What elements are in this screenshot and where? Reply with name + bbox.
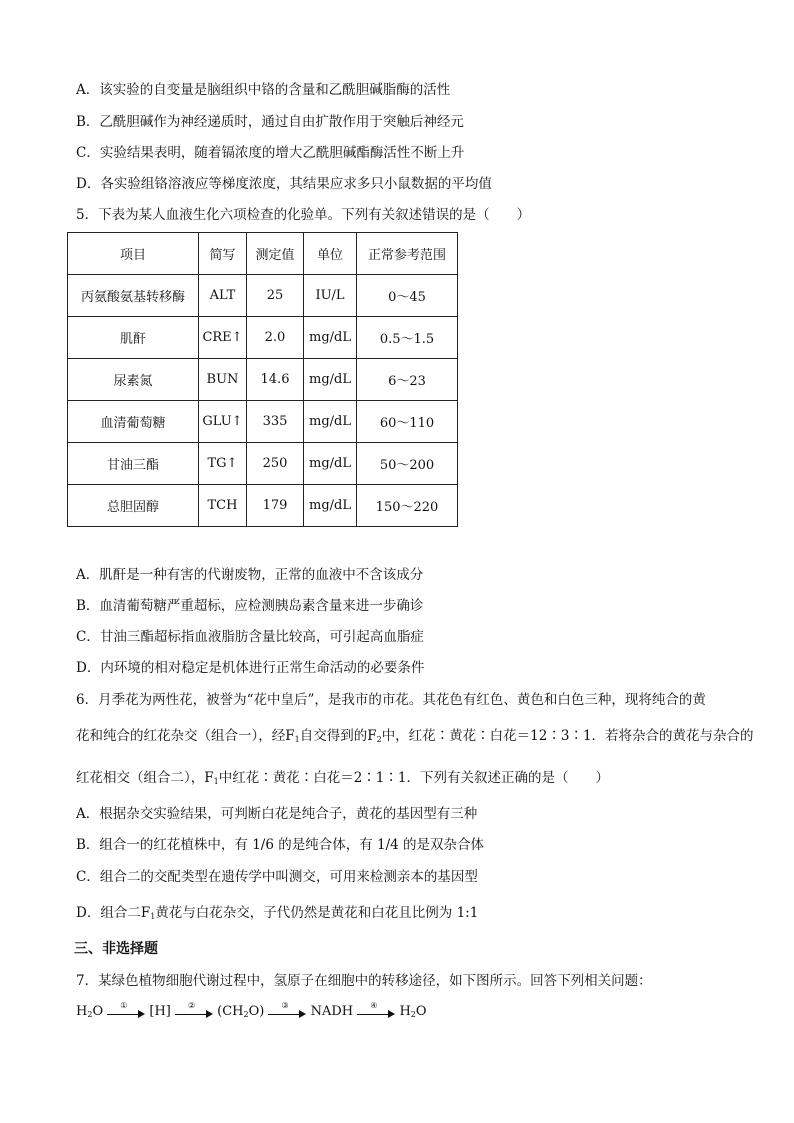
hydrogen-h: [H] (149, 1004, 171, 1019)
carbohydrate: $(CH_2O)$ (217, 1004, 265, 1019)
q5-option-b: B．血清葡萄糖严重超标，应检测胰岛素含量来进一步确诊 (76, 598, 424, 614)
q6-option-b: B．组合一的红花植株中，有 1/6 的是纯合体，有 1/4 的是双杂合体 (76, 837, 485, 853)
table-row (68, 401, 458, 443)
cell-range: 50～200 (357, 443, 458, 485)
q6-option-d (76, 903, 478, 927)
arrow-step-4: ④ (357, 1005, 395, 1019)
cell-unit: IU/L (304, 275, 357, 317)
header-item: 项目 (68, 233, 199, 275)
cell-item: 肌酐 (68, 317, 199, 359)
table-row (68, 359, 458, 401)
table-header-row (68, 233, 458, 275)
table-row (68, 485, 458, 527)
q6-line2-part-c: 中，红花∶黄花∶白花＝12∶3∶1．若将杂合的黄花与杂合的 (381, 728, 754, 744)
q5-option-a: A．肌酐是一种有害的代谢废物，正常的血液中不含该成分 (76, 567, 424, 583)
cell-unit: mg/dL (304, 359, 357, 401)
cell-item: 甘油三酯 (68, 443, 199, 485)
q6-line2-part-a: 花和纯合的红花杂交（组合一），经F (76, 728, 295, 744)
q6-option-d-part-b: 黄花与白花杂交，子代仍然是黄花和白花且比例为 1:1 (155, 905, 479, 921)
cell-item: 血清葡萄糖 (68, 401, 199, 443)
subscript-1: 1 (213, 777, 219, 786)
lab-results-table (67, 232, 458, 527)
cell-value: 25 (247, 275, 304, 317)
q4-option-c: C．实验结果表明，随着镉浓度的增大乙酰胆碱酯酶活性不断上升 (76, 145, 465, 161)
q4-option-a: A．该实验的自变量是脑组织中铬的含量和乙酰胆碱脂酶的活性 (76, 82, 451, 98)
cell-abbr: BUN (199, 359, 247, 401)
cell-value: 250 (247, 443, 304, 485)
cell-abbr: GLU↑ (199, 401, 247, 443)
arrow-step-3: ③ (268, 1005, 306, 1019)
cell-abbr: TCH (199, 485, 247, 527)
section-title: 三、非选择题 (74, 941, 158, 957)
arrow-step-1: ① (107, 1005, 145, 1019)
table-row (68, 275, 458, 317)
subscript-2: 2 (376, 735, 382, 744)
cell-value: 179 (247, 485, 304, 527)
cell-unit: mg/dL (304, 401, 357, 443)
header-unit: 单位 (304, 233, 357, 275)
cell-range: 150～220 (357, 485, 458, 527)
hydrogen-transfer-diagram (76, 1000, 427, 1019)
cell-range: 0～45 (357, 275, 458, 317)
q6-option-a: A．根据杂交实验结果，可判断白花是纯合子，黄花的基因型有三种 (76, 806, 478, 822)
q5-option-c: C．甘油三酯超标指血液脂肪含量比较高，可引起高血脂症 (76, 629, 424, 645)
subscript-1: 1 (150, 912, 156, 921)
q6-option-d-part-a: D．组合二F (76, 905, 151, 921)
cell-value: 14.6 (247, 359, 304, 401)
cell-abbr: ALT (199, 275, 247, 317)
cell-range: 6～23 (357, 359, 458, 401)
table-row (68, 443, 458, 485)
q6-line3-part-b: 中红花∶黄花∶白花＝2∶1∶1．下列有关叙述正确的是（ ） (218, 770, 609, 786)
cell-value: 2.0 (247, 317, 304, 359)
arrow-step-2: ② (175, 1005, 213, 1019)
cell-abbr: CRE↑ (199, 317, 247, 359)
cell-value: 335 (247, 401, 304, 443)
cell-item: 尿素氮 (68, 359, 199, 401)
q6-stem-line2 (76, 726, 754, 750)
q4-option-b: B．乙酰胆碱作为神经递质时，通过自由扩散作用于突触后神经元 (76, 114, 464, 130)
subscript-1: 1 (294, 735, 300, 744)
cell-unit: mg/dL (304, 443, 357, 485)
q6-stem-line1: 6．月季花为两性花，被誉为“花中皇后”，是我市的市花。其花色有红色、黄色和白色三种，现将纯合的黄 (76, 692, 706, 708)
cell-range: 0.5～1.5 (357, 317, 458, 359)
q6-line3-part-a: 红花相交（组合二），F (76, 770, 214, 786)
table-row (68, 317, 458, 359)
cell-item: 总胆固醇 (68, 485, 199, 527)
q5-stem: 5．下表为某人血液生化六项检查的化验单。下列有关叙述错误的是（ ） (76, 207, 531, 223)
nadh: NADH (310, 1004, 354, 1019)
q6-option-c: C．组合二的交配类型在遗传学中叫测交，可用来检测亲本的基因型 (76, 869, 478, 885)
cell-range: 60～110 (357, 401, 458, 443)
q6-stem-line3 (76, 768, 609, 792)
cell-unit: mg/dL (304, 485, 357, 527)
q6-line2-part-b: 自交得到的F (299, 728, 377, 744)
cell-item: 丙氨酸氨基转移酶 (68, 275, 199, 317)
cell-unit: mg/dL (304, 317, 357, 359)
cell-abbr: TG↑ (199, 443, 247, 485)
header-abbr: 简写 (199, 233, 247, 275)
header-value: 测定值 (247, 233, 304, 275)
water-right: $H_2O$ (399, 1004, 427, 1019)
q5-option-d: D．内环境的相对稳定是机体进行正常生命活动的必要条件 (76, 660, 425, 676)
q7-stem: 7．某绿色植物细胞代谢过程中，氢原子在细胞中的转移途径，如下图所示。回答下列相关问题： (76, 973, 652, 989)
q4-option-d: D．各实验组铬溶液应等梯度浓度，其结果应求多只小鼠数据的平均值 (76, 176, 492, 192)
header-range: 正常参考范围 (357, 233, 458, 275)
water-left: $H_2O$ (76, 1004, 104, 1019)
